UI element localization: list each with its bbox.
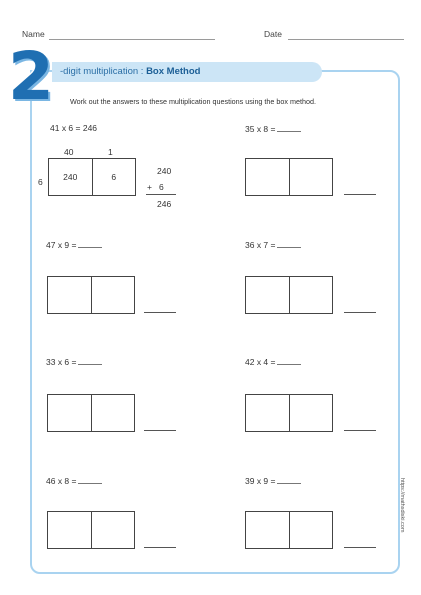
- box-cell[interactable]: [246, 395, 289, 431]
- example-box: [48, 158, 136, 196]
- problem-box[interactable]: [245, 394, 333, 432]
- box-cell[interactable]: [289, 159, 333, 195]
- problem-box[interactable]: [245, 511, 333, 549]
- answer-line[interactable]: [144, 312, 176, 313]
- title-bold: Box Method: [146, 66, 201, 77]
- footer-url[interactable]: https://mathsdiski.com: [399, 478, 405, 533]
- answer-blank[interactable]: [277, 123, 301, 132]
- problem-box[interactable]: [245, 158, 333, 196]
- box-cell[interactable]: [289, 512, 333, 548]
- problem-question: 36 x 7 =: [245, 239, 301, 250]
- name-label: Name: [22, 29, 45, 39]
- problem-box[interactable]: [47, 394, 135, 432]
- example-total: 246: [157, 199, 172, 209]
- answer-blank[interactable]: [277, 239, 301, 248]
- answer-blank[interactable]: [277, 475, 301, 484]
- example-addend-1: 240: [157, 166, 172, 176]
- title-prefix: -digit multiplication :: [60, 66, 147, 77]
- problem-question: 39 x 9 =: [245, 475, 301, 486]
- answer-line[interactable]: [344, 547, 376, 548]
- instructions: Work out the answers to these multiplication questions using the box method.: [70, 97, 316, 106]
- box-cell[interactable]: [246, 277, 289, 313]
- box-cell[interactable]: [289, 395, 333, 431]
- answer-line[interactable]: [344, 430, 376, 431]
- example-side-label: 6: [38, 177, 43, 187]
- answer-blank[interactable]: [78, 239, 102, 248]
- answer-blank[interactable]: [78, 356, 102, 365]
- answer-line[interactable]: [344, 194, 376, 195]
- problem-box[interactable]: [47, 511, 135, 549]
- date-label: Date: [264, 29, 282, 39]
- answer-line[interactable]: [144, 547, 176, 548]
- problem-question: 33 x 6 =: [46, 356, 102, 367]
- problem-question: 46 x 8 =: [46, 475, 102, 486]
- box-cell[interactable]: [246, 512, 289, 548]
- box-cell[interactable]: [48, 277, 91, 313]
- example-top-label-2: 1: [108, 147, 113, 157]
- box-cell[interactable]: [91, 277, 135, 313]
- box-cell[interactable]: [289, 277, 333, 313]
- answer-blank[interactable]: [78, 475, 102, 484]
- problem-box[interactable]: [47, 276, 135, 314]
- date-field[interactable]: [288, 39, 404, 40]
- worksheet-frame: [30, 70, 400, 574]
- example-question: 41 x 6 = 246: [50, 123, 98, 133]
- problem-question: 47 x 9 =: [46, 239, 102, 250]
- example-cell-1: 240: [63, 172, 78, 182]
- name-field[interactable]: [49, 39, 215, 40]
- problem-question: 42 x 4 =: [245, 356, 301, 367]
- problem-box[interactable]: [245, 276, 333, 314]
- box-cell[interactable]: [48, 395, 91, 431]
- problem-question: 35 x 8 =: [245, 123, 301, 134]
- answer-line[interactable]: [344, 312, 376, 313]
- example-sum-line: [146, 194, 176, 195]
- big-digit: 2: [8, 38, 54, 115]
- box-cell[interactable]: [246, 159, 289, 195]
- box-cell[interactable]: [48, 512, 91, 548]
- example-cell-2: 6: [92, 159, 136, 195]
- box-cell[interactable]: [91, 512, 135, 548]
- answer-line[interactable]: [144, 430, 176, 431]
- box-cell[interactable]: [91, 395, 135, 431]
- example-top-label-1: 40: [64, 147, 74, 157]
- example-addend-2: + 6: [147, 182, 164, 192]
- answer-blank[interactable]: [277, 356, 301, 365]
- title-banner: [52, 62, 322, 82]
